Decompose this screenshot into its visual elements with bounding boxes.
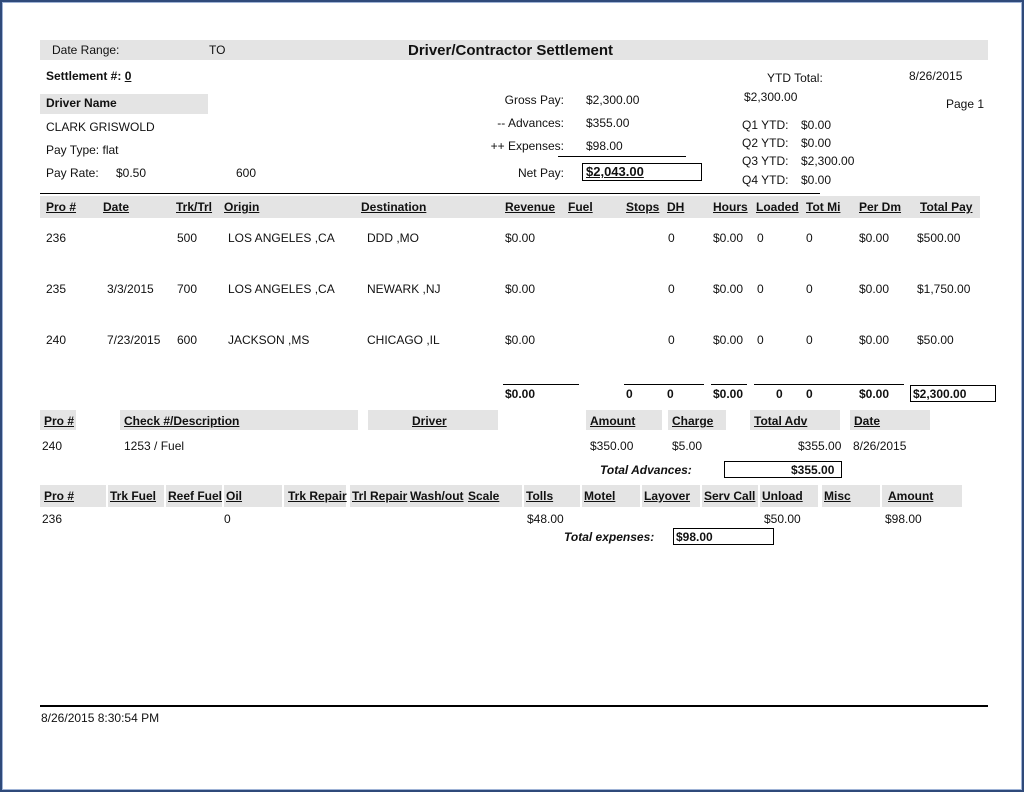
loads-row-1-cell-4: NEWARK ,NJ [367,282,441,296]
expenses-col-header: Pro # [44,489,75,503]
loads-col-header: Destination [361,200,427,214]
loads-row-2-cell-5: $0.00 [505,333,536,347]
expenses-col-header: Scale [468,489,500,503]
loads-row-2-cell-8: 0 [668,333,675,347]
advances-col-header: Driver [412,414,447,428]
loads-row-1-cell-3: LOS ANGELES ,CA [228,282,335,296]
loads-row-0-cell-2: 500 [177,231,198,245]
loads-row-1-cell-1: 3/3/2015 [107,282,154,296]
advances-col-header: Total Adv [754,414,808,428]
report-title: Driver/Contractor Settlement [408,42,614,59]
loads-row-0-cell-0: 236 [46,231,67,245]
total-tot-mi: 0 [806,387,813,401]
loads-row-1-cell-0: 235 [46,282,67,296]
expenses-row-0-cell-0: 236 [42,512,63,526]
total-revenue: $0.00 [505,387,536,401]
loads-col-header: Tot Mi [806,200,841,214]
advances-value: $355.00 [586,116,630,130]
to-label: TO [209,43,226,57]
advances-row-0-cell-0: 240 [42,439,63,453]
total-rule-hours [711,384,747,385]
total-per-dm: $0.00 [859,387,890,401]
total-stops: 0 [626,387,633,401]
total-rule-revenue [503,384,579,385]
loads-row-0-cell-11: 0 [806,231,813,245]
advances-row-0-cell-6: 8/26/2015 [853,439,907,453]
settlement-value: 0 [124,69,132,83]
q2-value: $0.00 [801,136,832,150]
pay-type: Pay Type: flat [46,143,119,157]
q3-value: $2,300.00 [801,154,855,168]
expenses-value: $98.00 [586,139,623,153]
expenses-col-header: Unload [762,489,803,503]
q1-label: Q1 YTD: [742,118,789,132]
advances-row-0-cell-1: 1253 / Fuel [124,439,185,453]
loads-col-header: Date [103,200,130,214]
gross-pay-value: $2,300.00 [586,93,640,107]
loads-row-0-cell-3: LOS ANGELES ,CA [228,231,335,245]
total-rule-stops [624,384,704,385]
driver-name: CLARK GRISWOLD [46,120,155,134]
footer-timestamp: 8/26/2015 8:30:54 PM [41,711,160,725]
total-hours: $0.00 [713,387,744,401]
loads-row-1-cell-8: 0 [668,282,675,296]
loads-row-1-cell-12: $0.00 [859,282,890,296]
loads-row-2-cell-0: 240 [46,333,67,347]
loads-col-header: DH [667,200,685,214]
total-dh: 0 [667,387,674,401]
report-date: 8/26/2015 [909,69,963,83]
loads-row-2-cell-1: 7/23/2015 [107,333,161,347]
loads-col-header: Loaded [756,200,799,214]
expenses-col-header: Trk Repair [288,489,347,503]
loads-row-2-cell-13: $50.00 [917,333,954,347]
loads-row-2-cell-9: $0.00 [713,333,744,347]
loads-row-1-cell-2: 700 [177,282,198,296]
total-advances-value: $355.00 [791,463,835,477]
loads-row-1-cell-11: 0 [806,282,813,296]
loads-col-header: Trk/Trl [176,200,213,214]
loads-col-header: Per Dm [859,200,902,214]
expenses-col-header: Oil [226,489,243,503]
q4-label: Q4 YTD: [742,173,789,187]
page-number: Page 1 [946,97,985,111]
loads-row-2-cell-4: CHICAGO ,IL [367,333,440,347]
loads-row-1-cell-9: $0.00 [713,282,744,296]
net-pay-value: $2,043.00 [586,164,644,179]
advances-col-header: Pro # [44,414,75,428]
advances-col-header: Amount [590,414,636,428]
advances-col-header: Charge [672,414,714,428]
total-loaded: 0 [776,387,783,401]
driver-name-label: Driver Name [46,96,117,110]
q2-label: Q2 YTD: [742,136,789,150]
loads-row-0-cell-5: $0.00 [505,231,536,245]
expenses-col-header: Layover [644,489,691,503]
loads-col-header: Fuel [568,200,593,214]
footer-rule [40,705,988,707]
expenses-row-0-cell-8: $48.00 [527,512,564,526]
q3-label: Q3 YTD: [742,154,789,168]
advances-col-header: Date [854,414,881,428]
q1-value: $0.00 [801,118,832,132]
q4-value: $0.00 [801,173,832,187]
loads-row-0-cell-9: $0.00 [713,231,744,245]
expenses-label: ++ Expenses: [490,139,564,153]
settlement-number [46,69,131,83]
date-range-label: Date Range: [52,43,120,57]
settlement-label: Settlement #: [46,69,122,83]
total-expenses-label: Total expenses: [564,530,655,544]
advances-label: -- Advances: [497,116,564,130]
pay-rate-value: $0.50 [116,166,147,180]
pay-rate-units: 600 [236,166,257,180]
advances-col-header: Check #/Description [124,414,240,428]
expenses-row-0-cell-14: $98.00 [885,512,922,526]
loads-row-1-cell-10: 0 [757,282,764,296]
loads-col-header: Hours [713,200,748,214]
loads-row-0-cell-12: $0.00 [859,231,890,245]
total-advances-label: Total Advances: [600,463,692,477]
gross-pay-label: Gross Pay: [504,93,564,107]
pay-rate-label: Pay Rate: [46,166,99,180]
expenses-col-header: Amount [888,489,934,503]
loads-col-header: Stops [626,200,660,214]
expenses-col-header: Serv Call [704,489,756,503]
total-expenses-value: $98.00 [676,530,713,544]
section-divider [40,193,820,194]
loads-row-0-cell-4: DDD ,MO [367,231,419,245]
loads-row-2-cell-2: 600 [177,333,198,347]
loads-row-0-cell-8: 0 [668,231,675,245]
loads-row-2-cell-3: JACKSON ,MS [228,333,310,347]
advances-row-0-cell-4: $5.00 [672,439,703,453]
loads-col-header: Pro # [46,200,77,214]
summary-rule [558,156,686,157]
loads-row-2-cell-11: 0 [806,333,813,347]
expenses-col-header: Trk Fuel [110,489,157,503]
expenses-col-header: Trl Repair [352,489,408,503]
expenses-col-header: Reef Fuel [168,489,223,503]
total-rule-miles [754,384,904,385]
total-pay: $2,300.00 [913,387,967,401]
loads-col-header: Origin [224,200,260,214]
loads-row-0-cell-13: $500.00 [917,231,961,245]
expenses-col-header: Motel [584,489,616,503]
loads-col-header: Revenue [505,200,556,214]
expenses-row-0-cell-3: 0 [224,512,231,526]
loads-col-header: Total Pay [920,200,973,214]
net-pay-label: Net Pay: [517,166,564,180]
expenses-col-header: Tolls [526,489,554,503]
advances-row-0-cell-5: $355.00 [798,439,842,453]
loads-row-2-cell-10: 0 [757,333,764,347]
expenses-col-header: Misc [824,489,851,503]
expenses-col-header: Wash/out [410,489,464,503]
loads-row-0-cell-10: 0 [757,231,764,245]
loads-row-1-cell-5: $0.00 [505,282,536,296]
loads-row-2-cell-12: $0.00 [859,333,890,347]
ytd-total-label: YTD Total: [767,71,823,85]
expenses-row-0-cell-12: $50.00 [764,512,801,526]
ytd-total-value: $2,300.00 [744,90,798,104]
loads-row-1-cell-13: $1,750.00 [917,282,971,296]
advances-row-0-cell-3: $350.00 [590,439,634,453]
